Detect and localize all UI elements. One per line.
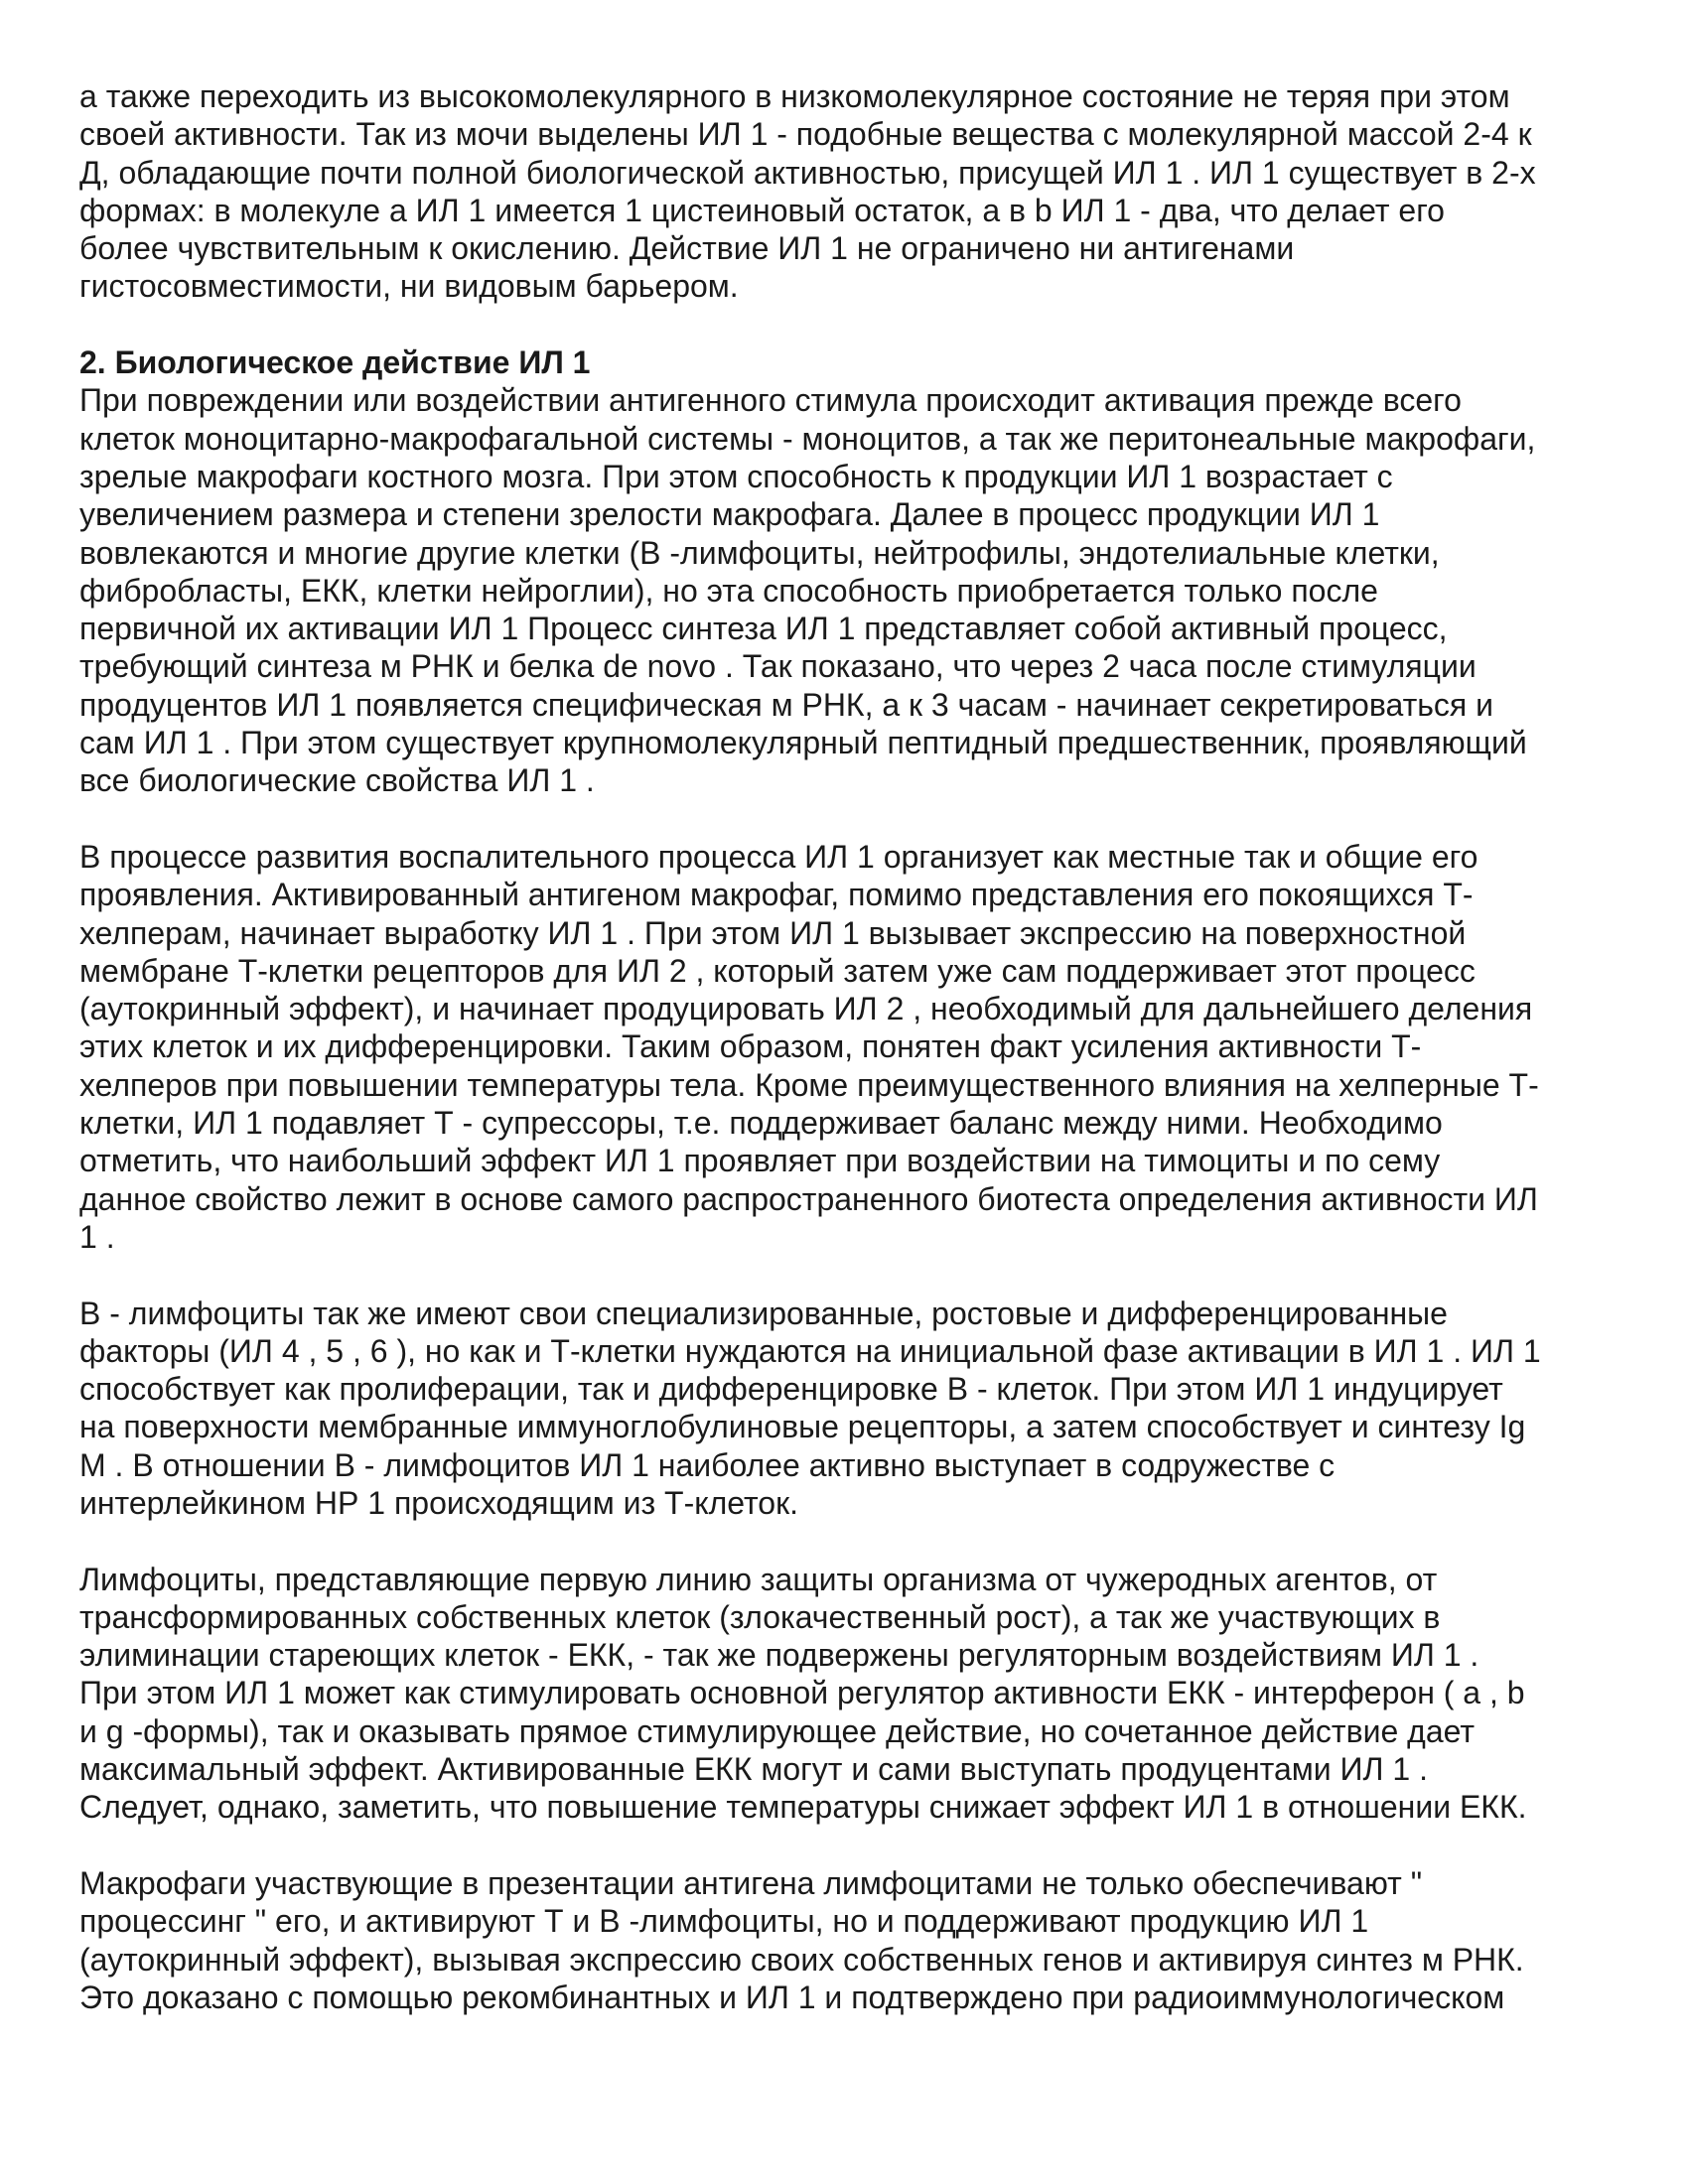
paragraph-gap xyxy=(79,800,1628,838)
paragraph-b-lymphocytes: В - лимфоциты так же имеют свои специализированные, ростовые и дифференцированные факторы (ИЛ 4 , 5 , 6 ), но как и Т-клетки нуждаются на инициальной фазе активации в ИЛ 1 . ИЛ 1 способствует как пролиферации, так и дифференцировке В - клеток. При этом ИЛ 1 индуцирует на поверхности мембранные иммуноглобулиновые рецепторы, а затем способствует и синтезу Ig М . В отношении В - лимфоцитов ИЛ 1 наиболее активно выступает в содружестве с интерлейкином НР 1 происходящим из Т-клеток. xyxy=(79,1295,1541,1521)
paragraph-inflammation: В процессе развития воспалительного процесса ИЛ 1 организует как местные так и общие его проявления. Активированный антигеном макрофаг, помимо представления его покоящихся Т- хелперам, начинает выработку ИЛ 1 . При этом ИЛ 1 вызывает экспрессию на поверхностной мембране Т-клетки рецепторов для ИЛ 2 , который затем уже сам поддерживает этот процесс (аутокринный эффект), и начинает продуцировать ИЛ 2 , необходимый для дальнейшего деления этих клеток и их дифференцировки. Таким образом, понятен факт усиления активности Т- хелперов при повышении температуры тела. Кроме преимущественного влияния на хелперные Т- клетки, ИЛ 1 подавляет Т - супрессоры, т.е. поддерживает баланс между ними. Необходимо отметить, что наибольший эффект ИЛ 1 проявляет при воздействии на тимоциты и по сему данное свойство лежит в основе самого распространенного биотеста определения активности ИЛ 1 . xyxy=(79,838,1539,1255)
paragraph-nk-cells: Лимфоциты, представляющие первую линию защиты организма от чужеродных агентов, от трансформированных собственных клеток (злокачественный рост), а так же участвующих в элиминации стареющих клеток - ЕКК, - так же подвержены регуляторным воздействиям ИЛ 1 . При этом ИЛ 1 может как стимулировать основной регулятор активности ЕКК - интерферон ( а , b и g -формы), так и оказывать прямое стимулирующее действие, но сочетанное действие дает максимальный эффект. Активированные ЕКК могут и сами выступать продуцентами ИЛ 1 . Следует, однако, заметить, что повышение температуры снижает эффект ИЛ 1 в отношении ЕКК. xyxy=(79,1561,1527,1826)
document-page xyxy=(79,77,1628,2016)
paragraph-gap xyxy=(79,1827,1628,1864)
paragraph-gap xyxy=(79,1256,1628,1294)
section-heading: 2. Биологическое действие ИЛ 1 xyxy=(79,344,591,381)
paragraph-intro: а также переходить из высокомолекулярного в низкомолекулярное состояние не теряя при этом своей активности. Так из мочи выделены ИЛ 1 - подобные вещества с молекулярной массой 2-4 к Д, обладающие почти полной биологической активностью, присущей ИЛ 1 . ИЛ 1 существует в 2-х формах: в молекуле а ИЛ 1 имеется 1 цистеиновый остаток, а в b ИЛ 1 - два, что делает его более чувствительным к окислению. Действие ИЛ 1 не ограничено ни антигенами гистосовместимости, ни видовым барьером. xyxy=(79,78,1536,305)
paragraph-production: При повреждении или воздействии антигенного стимула происходит активация прежде всего клеток моноцитарно-макрофагальной системы - моноцитов, а так же перитонеальные макрофаги, зрелые макрофаги костного мозга. При этом способность к продукции ИЛ 1 возрастает с увеличением размера и степени зрелости макрофага. Далее в процесс продукции ИЛ 1 вовлекаются и многие другие клетки (В -лимфоциты, нейтрофилы, эндотелиальные клетки, фибробласты, ЕКК, клетки нейроглии), но эта способность приобретается только после первичной их активации ИЛ 1 Процесс синтеза ИЛ 1 представляет собой активный процесс, требующий синтеза м РНК и белка de novo . Так показано, что через 2 часа после стимуляции продуцентов ИЛ 1 появляется специфическая м РНК, а к 3 часам - начинает секретироваться и сам ИЛ 1 . При этом существует крупномолекулярный пептидный предшественник, проявляющий все биологические свойства ИЛ 1 . xyxy=(79,382,1536,799)
paragraph-gap xyxy=(79,1522,1628,1560)
paragraph-macrophages: Макрофаги участвующие в презентации антигена лимфоцитами не только обеспечивают " процессинг " его, и активируют Т и В -лимфоциты, но и поддерживают продукцию ИЛ 1 (аутокринный эффект), вызывая экспрессию своих собственных генов и активируя синтез м РНК. Это доказано с помощью рекомбинантных и ИЛ 1 и подтверждено при радиоиммунологическом xyxy=(79,1864,1524,2015)
paragraph-gap xyxy=(79,306,1628,343)
